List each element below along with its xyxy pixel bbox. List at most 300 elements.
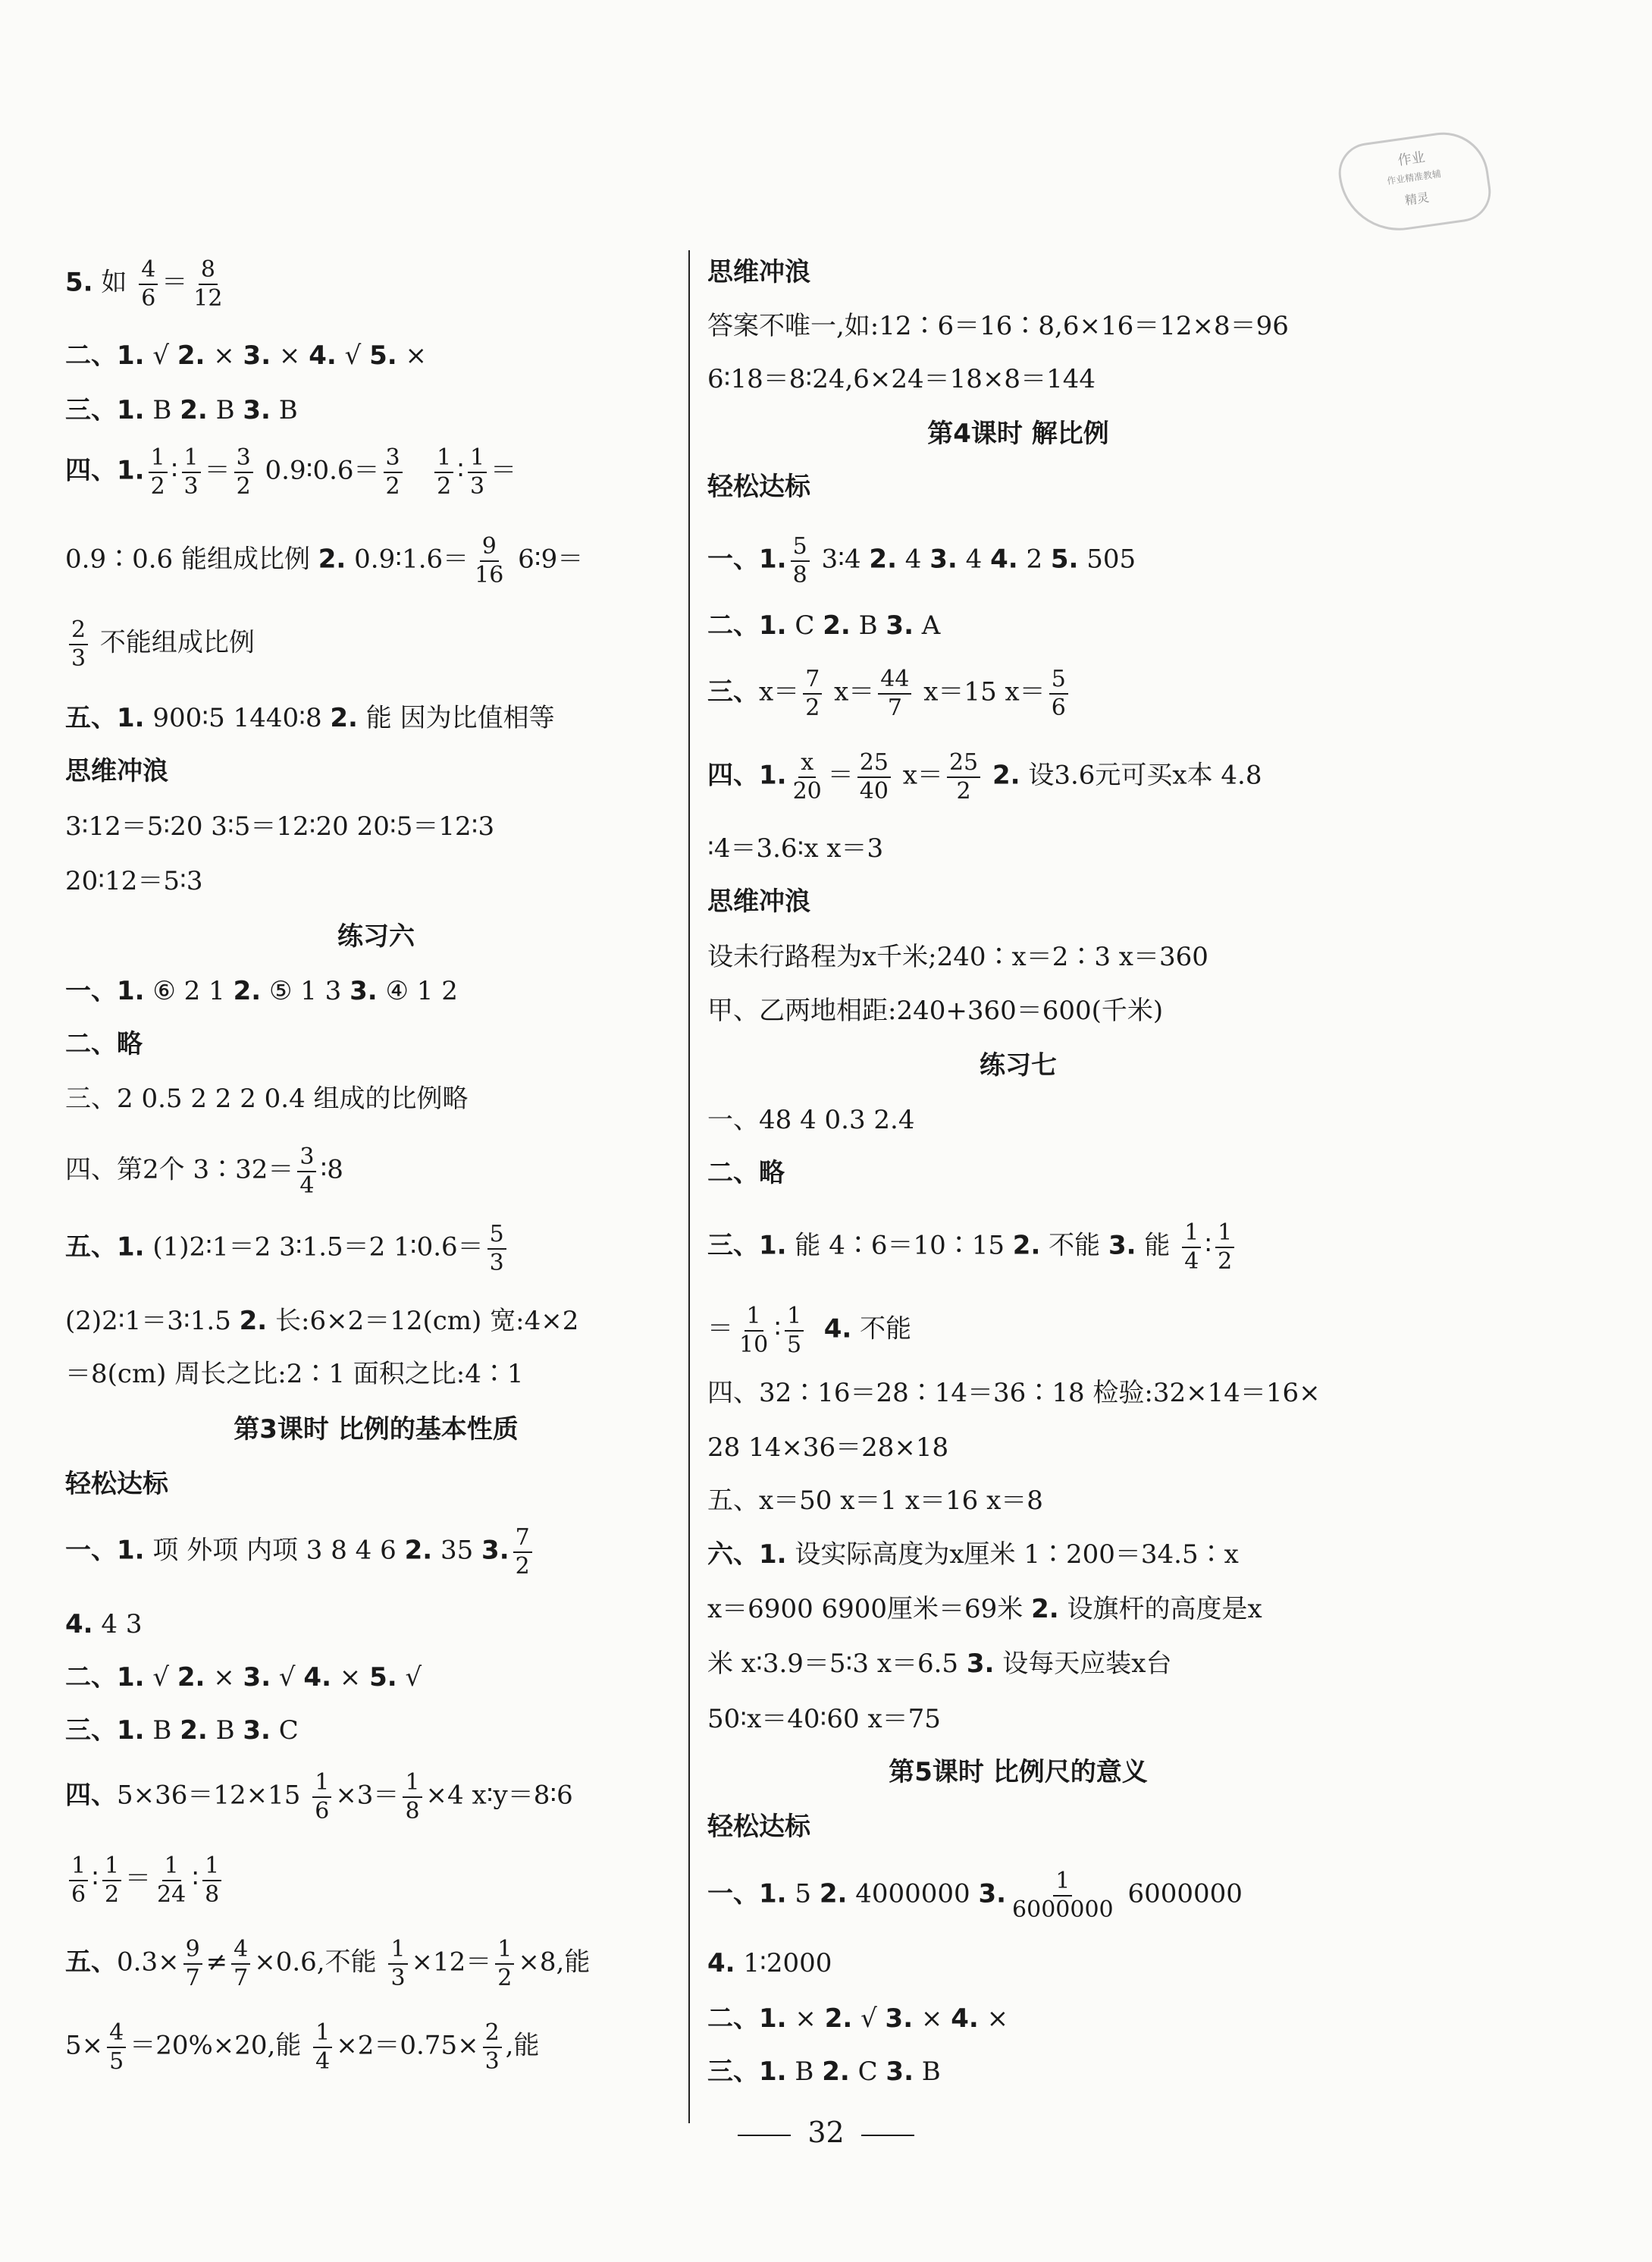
answer-text: x＝ [826,676,875,707]
answer-text: ∶ [92,1863,99,1894]
fraction-denominator: 2 [497,1964,513,1991]
fraction [312,1771,331,1823]
answer-line [65,397,298,423]
fraction-numerator: 1 [495,1937,514,1965]
item-number: 2. [180,395,208,425]
item-number: 2. [824,2003,853,2034]
fraction-numerator: 1 [785,1304,804,1332]
answer-line: 三、2 0.5 2 2 2 0.4 组成的比例略 [65,1084,469,1114]
answer-text: C [786,610,823,641]
answer-text: 0.9∶0.6＝ [256,455,380,486]
fraction [384,446,403,498]
answer-text: 4 [896,544,930,575]
answer-line: 二、略 [65,1029,143,1059]
fraction-numerator: 8 [199,258,218,285]
fraction-numerator: 1 [1215,1221,1234,1248]
fraction-denominator: 3 [390,1964,406,1991]
fraction [139,258,158,310]
answer-line [65,1715,299,1746]
item-number: 四、1. [65,455,145,486]
fraction-denominator: 7 [234,1964,249,1991]
fraction-denominator: 3 [183,472,199,500]
answer-text: C [849,2057,886,2087]
fraction [234,446,253,498]
answer-text: ∶8 [320,1154,343,1185]
column-divider [688,250,690,2123]
answer-line [707,1950,832,1976]
answer-text: × [978,2003,1009,2034]
answer-text: ＝ [491,455,517,486]
item-number: 2. [318,544,346,575]
answer-line: 一、48 4 0.3 2.4 [707,1105,915,1135]
page-number: 32 [807,2116,845,2149]
item-number: 三、1. [707,1230,787,1261]
item-number: 3. [243,1662,271,1693]
answer-line: 二、略 [707,1158,785,1188]
answer-text: √ [397,1662,422,1693]
answer-line [707,2059,941,2085]
item-number: 4. [707,1948,735,1978]
fraction-denominator: 3 [470,472,485,500]
answer-line: 甲、乙两地相距:240+360＝600(千米) [707,996,1164,1026]
answer-line: 50∶x＝40∶60 x＝75 [707,1704,941,1734]
fraction-numerator: 5 [1049,667,1068,695]
answer-text: ＝ [707,1313,733,1344]
item-number: 2. [992,760,1020,791]
answer-text: 35 [432,1535,482,1566]
item-number: 4. [303,1662,331,1693]
answer-text: 不能 [1040,1230,1108,1261]
item-number: 2. [177,1662,205,1693]
answer-line [65,1526,536,1578]
section-title: 第5课时 比例尺的意义 [889,1757,1148,1787]
fraction [487,1222,506,1275]
answer-text: 3∶4 [813,544,870,575]
fraction-denominator: 4 [1184,1247,1199,1275]
item-number: 4. [309,340,337,371]
answer-text: × [786,2003,825,2034]
fraction [182,446,201,498]
answer-text: 505 [1078,544,1136,575]
item-number: 2. [1031,1594,1059,1624]
answer-text: 2 [1017,544,1051,575]
answer-text: ＝20%×20,能 [130,2030,310,2061]
answer-line [65,1145,343,1197]
fraction-numerator: 4 [107,2021,126,2048]
answer-text: x＝6900 6900厘米＝69米 [707,1594,1032,1624]
answer-line [65,446,516,498]
answer-text: B [786,2057,823,2087]
item-number: 3. [929,544,958,575]
stamp-line2: 作业精准教辅 [1386,168,1442,187]
item-number: 3. [243,340,271,371]
item-number: 四、 [65,1780,117,1811]
fraction-denominator: 3 [71,645,86,672]
fraction-denominator: 6 [141,284,156,312]
answer-text: √ [144,340,177,371]
fraction-denominator: 6 [1051,694,1066,721]
fraction [155,1854,188,1906]
fraction-numerator: 1 [1053,1869,1072,1897]
answer-line [65,535,583,587]
answer-line: 四、32∶16＝28∶14＝36∶18 检验:32×14＝16× [707,1378,1321,1408]
fraction-numerator: 4 [231,1937,250,1965]
fraction-numerator: 2 [483,2021,502,2048]
section-title: 第3课时 比例的基本性质 [234,1414,519,1445]
fraction-numerator: 1 [403,1771,422,1798]
fraction [1215,1221,1234,1273]
answer-text: ×12＝ [411,1947,492,1978]
answer-text: 6000000 [1119,1878,1243,1909]
fraction-denominator: 3 [484,2047,500,2075]
fraction-denominator: 24 [157,1881,187,1908]
answer-line [707,1596,1262,1622]
fraction-denominator: 2 [104,1881,120,1908]
answer-text: 6∶9＝ [509,544,584,575]
fraction [947,751,980,803]
section-title: 练习六 [337,921,415,952]
fraction [297,1145,316,1197]
item-number: 4. [990,544,1018,575]
item-number: 3. [243,395,271,425]
fraction-numerator: 9 [480,535,499,562]
fraction-denominator: 7 [185,1964,200,1991]
answer-line [65,1308,578,1334]
item-number: 2. [330,703,358,733]
item-number: 五、 [65,1947,117,1978]
answer-text: ④ 1 2 [377,976,458,1006]
answer-line [65,618,255,670]
answer-text: 四、第2个 3∶32＝ [65,1154,294,1185]
answer-text: C [270,1715,299,1746]
fraction [857,751,891,803]
item-number: 一、1. [65,976,145,1006]
answer-text: ×0.6,不能 [254,1947,385,1978]
item-number: 二、1. [707,2003,787,2034]
answer-line [707,1304,911,1357]
answer-line: ＝8(cm) 周长之比:2∶1 面积之比:4∶1 [65,1359,524,1389]
answer-text: ＝ [125,1863,152,1894]
fraction-denominator: 2 [150,472,165,500]
section-heading: 思维冲浪 [707,257,810,287]
answer-text: A [913,610,941,641]
answer-line [65,340,427,371]
fraction-denominator: 8 [792,561,807,588]
answer-line: ∶4＝3.6∶x x＝3 [707,833,884,864]
fraction [69,618,88,670]
answer-text: 如 [92,267,127,298]
answer-text: 900∶5 1440∶8 [144,703,331,733]
fraction-denominator: 2 [437,472,452,500]
fraction [785,1304,804,1357]
item-number: 二、1. [707,610,787,641]
fraction [513,1526,532,1578]
answer-text: ≠ [205,1947,228,1978]
fraction-numerator: 1 [149,446,168,473]
answer-text: 4 3 [92,1609,143,1639]
fraction-numerator: 7 [803,667,822,695]
answer-text: × [397,340,427,371]
item-number: 5. [65,267,93,298]
item-number: 一、1. [707,544,787,575]
answer-text: ＝ [827,760,854,791]
fraction-numerator: 1 [434,446,453,473]
section-heading: 思维冲浪 [65,756,168,786]
answer-text: B [144,395,180,425]
answer-line: 五、x＝50 x＝1 x＝16 x＝8 [707,1486,1043,1516]
fraction [183,1937,202,1990]
item-number: 5. [369,1662,397,1693]
item-number: 3. [966,1649,995,1679]
fraction-numerator: 1 [388,1937,407,1965]
item-number: 2. [404,1535,433,1566]
answer-text: 长:6×2＝12(cm) 宽:4×2 [267,1306,579,1336]
item-number: 5. [369,340,397,371]
item-number: 三、 [707,676,759,707]
fraction-numerator: 3 [384,446,403,473]
section-heading: 轻松达标 [707,472,810,502]
answer-line [707,667,1072,720]
answer-text: ×4 x∶y＝8∶6 [425,1780,573,1811]
fraction [1010,1869,1116,1922]
item-number: 3. [885,2003,914,2034]
answer-line: 20∶12＝5∶3 [65,866,203,896]
fraction [791,751,824,803]
fraction-numerator: 5 [487,1222,506,1250]
answer-line [65,2021,539,2073]
stamp-line1: 作业 [1397,149,1426,169]
fraction-denominator: 6000000 [1012,1896,1114,1923]
item-number: 3. [886,610,914,641]
page-footer [0,2116,1652,2149]
fraction [313,2021,332,2073]
fraction-numerator: 1 [102,1854,121,1881]
item-number: 4. [65,1609,93,1639]
answer-line: 答案不唯一,如:12∶6＝16∶8,6×16＝12×8＝96 [707,311,1289,341]
answer-line [65,1611,142,1637]
item-number: 4. [951,2003,979,2034]
answer-text: 米 x∶3.9＝5∶3 x＝6.5 [707,1649,967,1679]
fraction-numerator: 1 [69,1854,88,1881]
item-number: 2. [822,2057,850,2087]
fraction-denominator: 2 [956,777,971,805]
item-number: 六、1. [707,1539,787,1570]
answer-text: ∶ [192,1863,199,1894]
answer-text: ×2＝0.75× [336,2030,479,2061]
answer-text: √ [271,1662,304,1693]
answer-text: 能 [1136,1230,1179,1261]
answer-line [65,1222,510,1275]
answer-text: 4000000 [847,1878,979,1909]
fraction [1049,667,1068,720]
answer-text: (2)2∶1＝3∶1.5 [65,1306,240,1336]
fraction-numerator: 1 [744,1304,763,1332]
answer-line [707,610,941,641]
answer-text: B [270,395,298,425]
answer-text: x＝15 x＝ [915,676,1045,707]
answer-line [65,258,228,310]
answer-text: ＝ [161,267,188,298]
fraction [388,1937,407,1990]
fraction [803,667,822,720]
fraction-denominator: 5 [109,2047,124,2075]
answer-text: × [331,1662,370,1693]
fraction-denominator: 20 [792,777,822,805]
section-heading: 轻松达标 [65,1469,168,1499]
fraction-denominator: 2 [236,472,251,500]
fraction-denominator: 5 [787,1331,802,1358]
answer-text: 设实际高度为x厘米 1∶200＝34.5∶x [786,1539,1239,1570]
item-number: 一、1. [65,1535,145,1566]
fraction-numerator: 1 [468,446,487,473]
answer-text: ×8,能 [518,1947,591,1978]
item-number: 二、1. [65,340,145,371]
answer-text: × [913,2003,951,2034]
answer-text: ∶ [1205,1230,1212,1261]
answer-text: B [850,610,886,641]
item-number: 3. [1108,1230,1136,1261]
answer-text: (1)2∶1＝2 3∶1.5＝2 1∶0.6＝ [144,1231,484,1263]
item-number: 5. [1050,544,1079,575]
answer-line: 28 14×36＝28×18 [707,1432,949,1463]
fraction-numerator: 1 [313,2021,332,2048]
answer-line [707,1651,1171,1677]
answer-text: × [205,340,243,371]
item-number: 3. [481,1535,509,1566]
answer-text: ⑤ 1 3 [261,976,350,1006]
answer-text: 1∶2000 [735,1948,832,1978]
answer-text: √ [336,340,370,371]
fraction-denominator: 6 [71,1881,86,1908]
fraction-numerator: 44 [878,667,911,695]
fraction [202,1854,221,1906]
section-heading: 思维冲浪 [707,886,810,917]
fraction-numerator: 9 [183,1937,202,1965]
item-number: 2. [823,610,851,641]
item-number: 五、1. [65,703,145,733]
fraction [434,446,453,498]
answer-line: 设未行路程为x千米;240∶x＝2∶3 x＝360 [707,942,1208,972]
fraction-denominator: 2 [515,1552,530,1580]
item-number: 2. [1012,1230,1041,1261]
answer-line [707,2003,1009,2034]
fraction [878,667,911,720]
fraction-numerator: x [798,751,816,778]
item-number: 三、1. [65,395,145,425]
item-number: 4. [823,1313,852,1344]
fraction-numerator: 1 [202,1854,221,1881]
answer-text: ∶ [774,1313,782,1344]
item-number: 3. [350,976,378,1006]
item-number: 2. [177,340,205,371]
item-number: 一、1. [707,1878,787,1909]
fraction-denominator: 10 [739,1331,769,1358]
fraction-denominator: 16 [475,561,504,588]
answer-text: 项 外项 内项 3 8 4 6 [144,1535,405,1566]
answer-line [707,751,1262,803]
fraction-denominator: 7 [887,694,902,721]
answer-line [707,1869,1243,1922]
answer-text: ⑥ 2 1 [144,976,234,1006]
fraction [107,2021,126,2073]
item-number: 2. [869,544,897,575]
answer-line [65,1662,422,1693]
answer-text: × [271,340,309,371]
item-number: 三、1. [707,2057,787,2087]
section-heading: 轻松达标 [707,1812,810,1842]
answer-text: 0.3× [117,1947,180,1978]
answer-text: x＝ [894,760,943,791]
answer-line [65,978,458,1004]
answer-text: 不能 [851,1313,912,1344]
fraction-denominator: 40 [859,777,889,805]
fraction-denominator: 12 [193,284,223,312]
item-number: 2. [819,1878,848,1909]
answer-text: 5×36＝12×15 [117,1780,309,1811]
answer-text: 设旗杆的高度是x [1058,1594,1262,1624]
answer-text: B [207,395,243,425]
answer-line [707,535,1136,587]
answer-text: 设3.6元可买x本 4.8 [1020,760,1262,791]
answer-text: B [913,2057,941,2087]
answer-line [707,1539,1239,1570]
fraction-numerator: 1 [312,1771,331,1798]
fraction-denominator: 6 [315,1797,330,1824]
fraction-numerator: 5 [791,535,810,562]
answer-text: 5× [65,2030,104,2061]
item-number: 2. [180,1715,208,1746]
fraction [149,446,168,498]
section-title: 第4课时 解比例 [927,419,1109,449]
fraction-denominator: 3 [489,1249,504,1276]
fraction-denominator: 4 [299,1172,315,1199]
fraction-numerator: 2 [69,618,88,645]
fraction-numerator: 1 [162,1854,181,1881]
fraction [1182,1221,1201,1273]
item-number: 3. [886,2057,914,2087]
item-number: 二、1. [65,1662,145,1693]
answer-text: 4 [957,544,991,575]
answer-text: ×3＝ [335,1780,400,1811]
fraction-denominator: 4 [315,2047,331,2075]
answer-text: ∶ [457,455,465,486]
footer-dash [738,2135,791,2136]
answer-text: B [207,1715,243,1746]
fraction [468,446,487,498]
answer-line [707,1221,1238,1273]
stamp-line3: 精灵 [1403,190,1431,208]
answer-text: 不能组成比例 [92,627,255,658]
publisher-stamp [1335,127,1495,238]
item-number: 2. [239,1306,268,1336]
answer-text: 能 因为比值相等 [357,703,555,733]
fraction-denominator: 2 [1218,1247,1233,1275]
item-number: 3. [243,1715,271,1746]
item-number: 三、1. [65,1715,145,1746]
fraction [102,1854,121,1906]
answer-text: √ [144,1662,177,1693]
item-number: 四、1. [707,760,787,791]
answer-text: × [205,1662,243,1693]
fraction-numerator: 4 [139,258,158,285]
answer-line [65,1771,573,1823]
answer-text: 设每天应装x台 [994,1649,1172,1679]
fraction [69,1854,88,1906]
fraction-denominator: 2 [385,472,400,500]
answer-text: √ [852,2003,886,2034]
item-number: 五、1. [65,1231,145,1263]
item-number: 2. [233,976,262,1006]
